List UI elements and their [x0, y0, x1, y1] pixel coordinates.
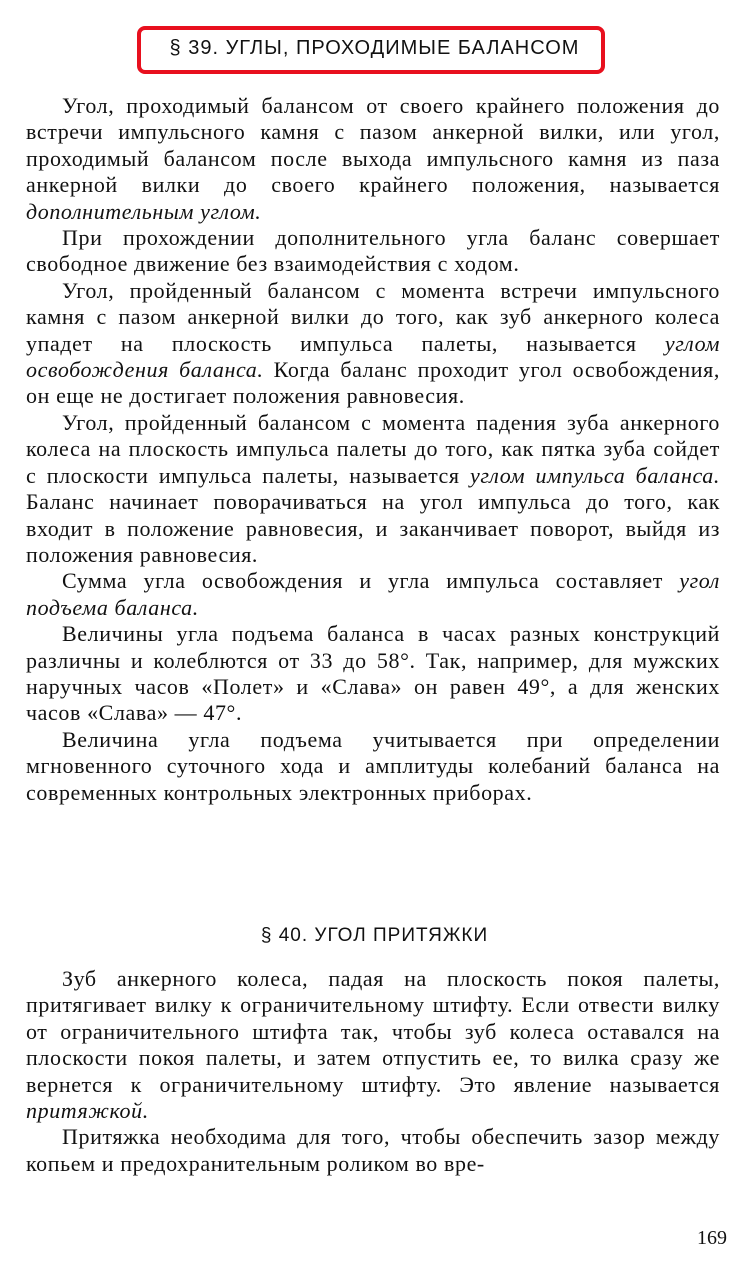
term-emphasis: дополнительным углом. [26, 198, 262, 224]
term-emphasis: угол подъема баланса. [26, 568, 720, 620]
paragraph: Величина угла подъема учитывается при определении мгновенного суточного хода и амплитуды колебаний баланса на современных контрольных электронных приборах. [26, 726, 720, 805]
section-39-heading: § 39. УГЛЫ, ПРОХОДИМЫЕ БАЛАНСОМ [169, 37, 580, 59]
term-emphasis: углом импульса баланса. [470, 462, 720, 488]
paragraph: Величины угла подъема баланса в часах разных конструкций различны и колеблются от 33 до 58°. Так, например, для мужских наручных часов «Полет» и «Слава» он равен 49°, а для женских часов «Слава» — 47°. [26, 621, 720, 726]
term-emphasis: углом освобождения баланса. [26, 330, 720, 383]
paragraph: Угол, пройденный балансом с момента встречи импульсного камня с пазом анкерной вилки до того, как зуб анкерного колеса упадет на плоскость импульса палеты, называется углом освобождения баланса. Когда баланс проходит угол освобождения, он еще не достигает положения равновесия. [26, 277, 720, 409]
paragraph: Притяжка необходима для того, чтобы обеспечить зазор между копьем и предохранительным роликом во вре- [26, 1124, 720, 1176]
paragraph: Зуб анкерного колеса, падая на плоскость покоя палеты, притягивает вилку к ограничительному штифту. Если отвести вилку от ограничительного штифта так, чтобы зуб колеса оставался на плоскости покоя палеты, и затем отпустить ее, то вилка сразу же вернется к ограничительному штифту. Это явление называется притяжкой. [26, 966, 720, 1124]
section-40-body [26, 966, 720, 1177]
page-number: 169 [697, 1227, 727, 1249]
paragraph: При прохождении дополнительного угла баланс совершает свободное движение без взаимодействия с ходом. [26, 225, 720, 277]
section-40-heading: § 40. УГОЛ ПРИТЯЖКИ [260, 925, 489, 946]
paragraph: Угол, проходимый балансом от своего крайнего положения до встречи импульсного камня с пазом анкерной вилки, или угол, проходимый балансом после выхода импульсного камня из паза анкерной вилки до своего крайнего положения, называется дополнительным углом. [26, 93, 720, 224]
term-emphasis: притяжкой. [26, 1098, 149, 1124]
section-39-body [26, 93, 720, 806]
paragraph: Угол, пройденный балансом с момента падения зуба анкерного колеса на плоскость импульса палеты до того, как пятка зуба сойдет с плоскости импульса палеты, называется углом импульса баланса. Баланс начинает поворачиваться на угол импульса до того, как входит в положение равновесия, и заканчивает поворот, выйдя из положения равновесия. [26, 409, 720, 567]
paragraph: Сумма угла освобождения и угла импульса составляет угол подъема баланса. [26, 568, 720, 620]
